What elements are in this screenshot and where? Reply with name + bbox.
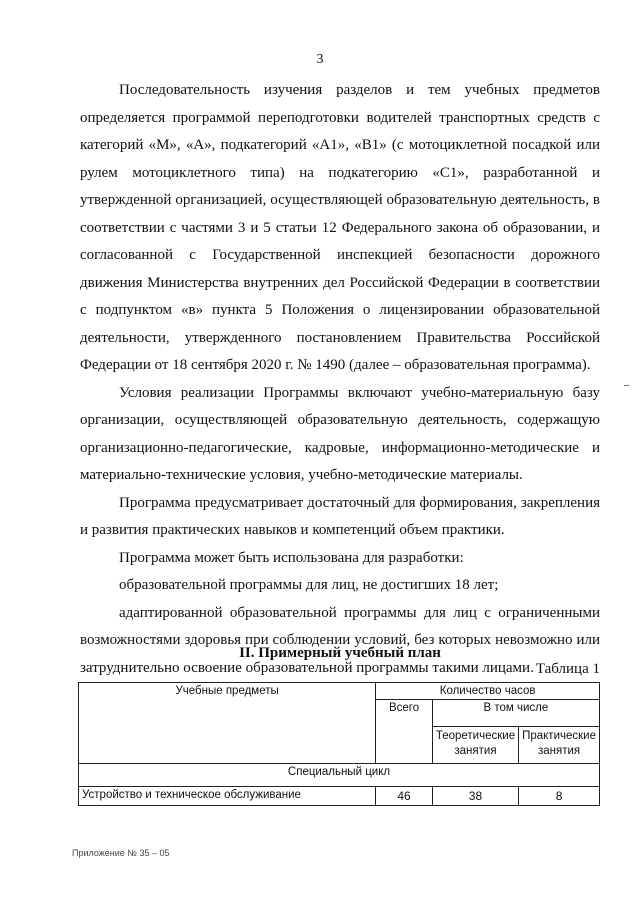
row-total: 46 bbox=[376, 787, 433, 806]
header-total: Всего bbox=[376, 700, 433, 764]
row-practice: 8 bbox=[519, 787, 600, 806]
header-including: В том числе bbox=[432, 700, 599, 727]
table-header-row bbox=[79, 683, 600, 700]
curriculum-table bbox=[78, 682, 600, 806]
body-text bbox=[80, 77, 600, 682]
header-hours: Количество часов bbox=[376, 683, 600, 700]
paragraph-conditions: Условия реализации Программы включают учебно-материальную базу организации, осуществляющей образовательную деятельность, содержащую организационно-педагогические, кадровые, информационно-методические и материально-технические условия, учебно-методические материалы. bbox=[80, 384, 600, 483]
page-number: 3 bbox=[316, 52, 324, 67]
paragraph-usage: Программа может быть использована для разработки: bbox=[119, 549, 464, 566]
table-row bbox=[79, 787, 600, 806]
paragraph-sequence: Последовательность изучения разделов и тем учебных предметов определяется программой переподготовки водителей транспортных средств с категорий «М», «А», подкатегорий «А1», «В1» (с мотоциклетной посадкой или рулем мотоциклетного типа) на подкатегорию «С1», разработанной и утвержденной организацией, осуществляющей образовательную деятельность, в соответствии с частями 3 и 5 статьи 12 Федерального закона об образовании, и согласованной с Государственной инспекцией безопасности дорожного движения Министерства внутренних дел Российской Федерации в соответствии с подпунктом «в» пункта 5 Положения о лицензировании образовательной деятельности, утвержденного постановлением Правительства Российской Федерации от 18 сентября 2020 г. № 1490 (далее – образовательная программа). bbox=[80, 82, 600, 373]
paragraph-practice: Программа предусматривает достаточный для формирования, закрепления и развития практических навыков и компетенций объем практики. bbox=[80, 494, 600, 538]
header-theory: Теоретические занятия bbox=[432, 727, 518, 764]
paragraph-adapted: адаптированной образовательной программы для лиц с ограниченными возможностями здоровья при соблюдении условий, без которых невозможно или затруднительно освоение образовательной программы такими лицами. bbox=[80, 604, 600, 676]
cycle-label: Специальный цикл bbox=[79, 764, 600, 787]
header-practice: Практические занятия bbox=[519, 727, 600, 764]
header-subjects: Учебные предметы bbox=[79, 683, 376, 764]
row-subject-name: Устройство и техническое обслуживание bbox=[79, 787, 376, 806]
footer-note: Приложение № 35 – 05 bbox=[72, 848, 170, 858]
table-cycle-row bbox=[79, 764, 600, 787]
table-label: Таблица 1 bbox=[535, 661, 600, 677]
section-title: II. Примерный учебный план bbox=[239, 645, 441, 661]
margin-mark bbox=[624, 385, 629, 386]
paragraph-minors: образовательной программы для лиц, не достигших 18 лет; bbox=[119, 577, 499, 593]
row-theory: 38 bbox=[432, 787, 518, 806]
